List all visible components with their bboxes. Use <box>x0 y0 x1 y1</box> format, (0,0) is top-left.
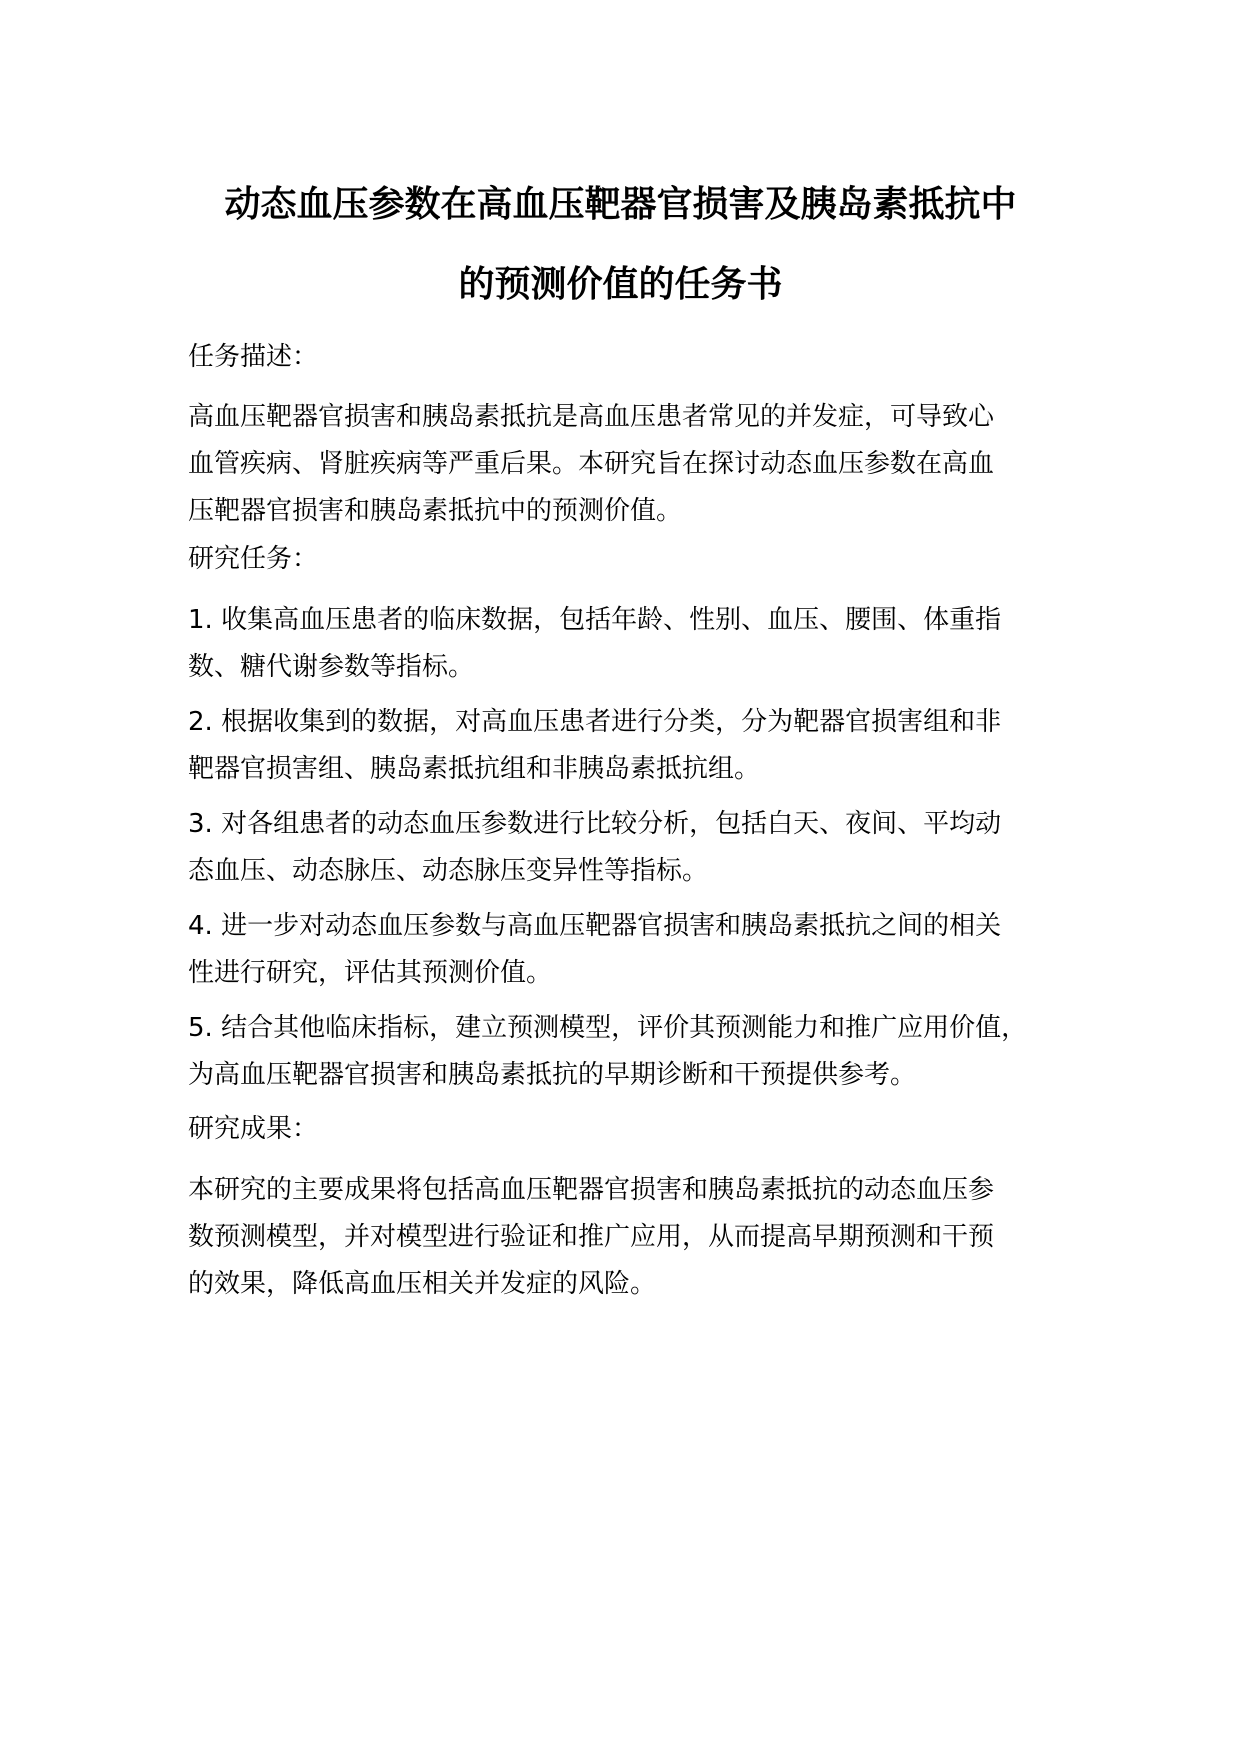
task-line: 靶器官损害组、胰岛素抵抗组和非胰岛素抵抗组。 <box>188 754 761 784</box>
task-item-2 <box>188 699 1093 793</box>
task-line: 性进行研究，评估其预测价值。 <box>188 958 553 988</box>
task-line: 4. 进一步对动态血压参数与高血压靶器官损害和胰岛素抵抗之间的相关 <box>188 911 1002 941</box>
results-paragraph <box>188 1167 1093 1308</box>
document-title-line-2: 的预测价值的任务书 <box>458 264 783 305</box>
task-line: 5. 结合其他临床指标，建立预测模型，评价其预测能力和推广应用价值， <box>188 1013 1028 1043</box>
task-line: 2. 根据收集到的数据，对高血压患者进行分类，分为靶器官损害组和非 <box>188 707 1002 737</box>
paragraph-line: 本研究的主要成果将包括高血压靶器官损害和胰岛素抵抗的动态血压参 <box>188 1175 995 1205</box>
task-item-1 <box>188 597 1093 691</box>
paragraph-line: 的效果，降低高血压相关并发症的风险。 <box>188 1269 657 1299</box>
task-line: 数、糖代谢参数等指标。 <box>188 652 475 682</box>
paragraph-line: 血管疾病、肾脏疾病等严重后果。本研究旨在探讨动态血压参数在高血 <box>188 449 995 479</box>
document-title-line-1: 动态血压参数在高血压靶器官损害及胰岛素抵抗中 <box>224 184 1017 225</box>
task-line: 3. 对各组患者的动态血压参数进行比较分析，包括白天、夜间、平均动 <box>188 809 1002 839</box>
task-item-5 <box>188 1005 1093 1099</box>
task-line: 1. 收集高血压患者的临床数据，包括年龄、性别、血压、腰围、体重指 <box>188 605 1002 635</box>
heading-text: 研究任务： <box>188 544 319 574</box>
paragraph-line: 数预测模型，并对模型进行验证和推广应用，从而提高早期预测和干预 <box>188 1222 995 1252</box>
heading-research-results <box>188 1106 1093 1153</box>
task-item-3 <box>188 801 1093 895</box>
paragraph-line: 高血压靶器官损害和胰岛素抵抗是高血压患者常见的并发症，可导致心 <box>188 402 995 432</box>
paragraph-line: 压靶器官损害和胰岛素抵抗中的预测价值。 <box>188 496 683 526</box>
heading-research-tasks <box>188 536 1093 583</box>
task-line: 态血压、动态脉压、动态脉压变异性等指标。 <box>188 856 709 886</box>
description-paragraph <box>188 394 1093 535</box>
heading-task-description <box>188 334 1093 381</box>
task-item-4 <box>188 903 1093 997</box>
task-line: 为高血压靶器官损害和胰岛素抵抗的早期诊断和干预提供参考。 <box>188 1060 917 1090</box>
heading-text: 研究成果： <box>188 1114 319 1144</box>
heading-text: 任务描述： <box>188 342 319 372</box>
